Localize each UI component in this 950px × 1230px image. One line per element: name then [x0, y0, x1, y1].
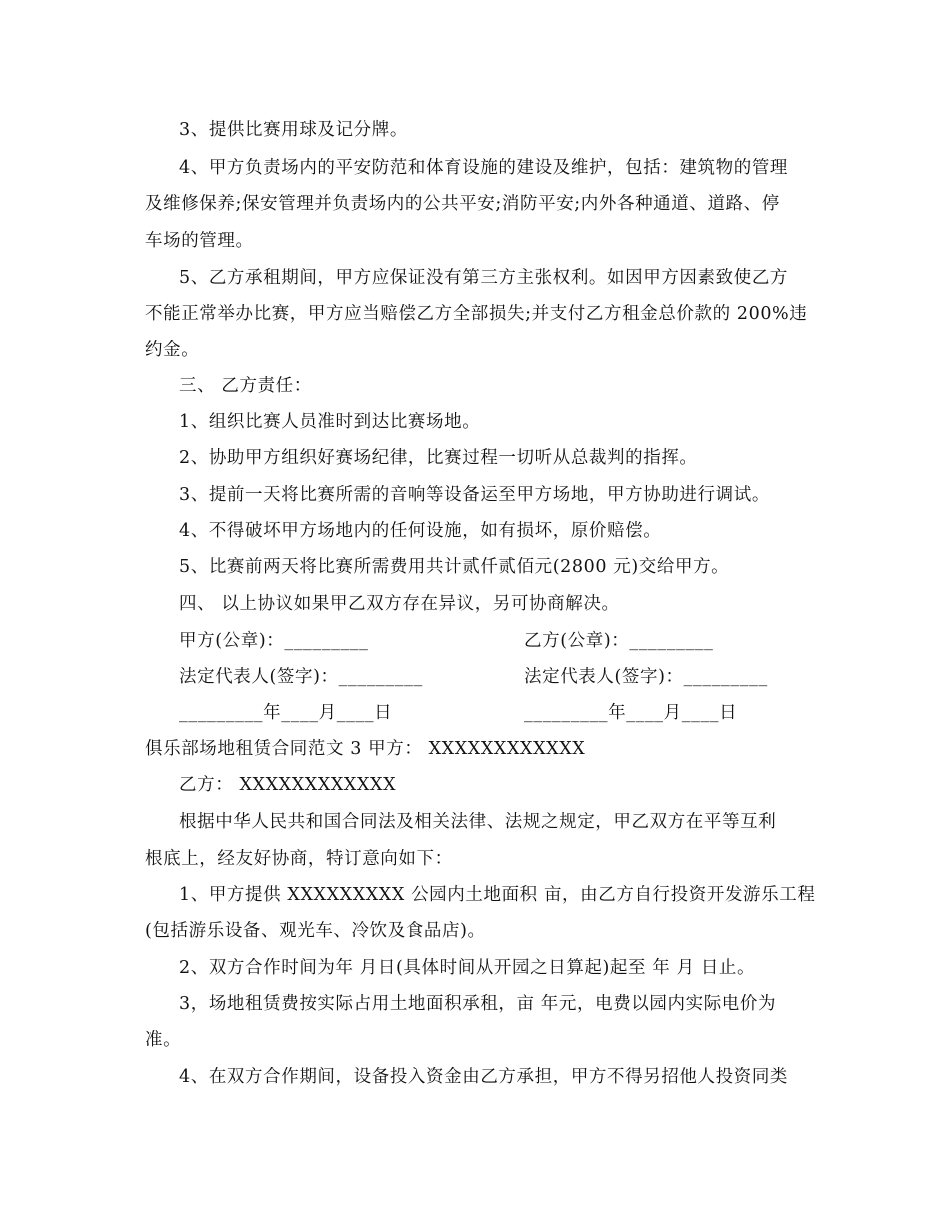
paragraph-line: 5、比赛前两天将比赛所需费用共计贰仟贰佰元(2800 元)交给甲方。 — [179, 557, 730, 577]
contract-title-line: 俱乐部场地租赁合同范文 3 甲方： XXXXXXXXXXXX — [145, 739, 586, 759]
party-a-date: _________年____月____日 — [179, 703, 393, 723]
party-a-seal: 甲方(公章)：_________ — [179, 631, 369, 651]
paragraph-line: (包括游乐设备、观光车、冷饮及食品店)。 — [145, 921, 486, 941]
paragraph-line: 5、乙方承租期间，甲方应保证没有第三方主张权利。如因甲方因素致使乙方 — [179, 268, 789, 288]
party-b-representative: 法定代表人(签字)：_________ — [524, 667, 768, 687]
paragraph-line: 2、双方合作时间为年 月日(具体时间从开园之日算起)起至 年 月 日止。 — [179, 958, 756, 978]
paragraph-line: 4、不得破坏甲方场地内的任何设施，如有损坏，原价赔偿。 — [179, 521, 662, 541]
paragraph-line: 及维修保养;保安管理并负责场内的公共平安;消防平安;内外各种通道、道路、停 — [145, 194, 780, 214]
party-b-line: 乙方： XXXXXXXXXXXX — [179, 775, 397, 795]
paragraph-line: 不能正常举办比赛，甲方应当赔偿乙方全部损失;并支付乙方租金总价款的 200%违 — [145, 304, 808, 324]
paragraph-line: 约金。 — [145, 340, 200, 360]
party-b-seal: 乙方(公章)：_________ — [524, 631, 714, 651]
paragraph-line: 根底上，经友好协商，特订意向如下： — [145, 849, 453, 869]
section-heading: 三、 乙方责任： — [179, 376, 312, 396]
paragraph-line: 1、甲方提供 XXXXXXXXX 公园内土地面积 亩，由乙方自行投资开发游乐工程 — [179, 885, 816, 905]
paragraph-line: 准。 — [145, 1030, 182, 1050]
paragraph-line: 根据中华人民共和国合同法及相关法律、法规之规定，甲乙双方在平等互利 — [179, 812, 777, 832]
paragraph-line: 2、协助甲方组织好赛场纪律，比赛过程一切听从总裁判的指挥。 — [179, 448, 698, 468]
party-b-date: _________年____月____日 — [524, 703, 738, 723]
party-a-representative: 法定代表人(签字)：_________ — [179, 667, 423, 687]
paragraph-line: 3、提供比赛用球及记分牌。 — [179, 120, 408, 140]
paragraph-line: 4、甲方负责场内的平安防范和体育设施的建设及维护，包括：建筑物的管理 — [179, 158, 789, 178]
paragraph-line: 4、在双方合作期间，设备投入资金由乙方承担，甲方不得另招他人投资同类 — [179, 1067, 789, 1087]
paragraph-line: 1、组织比赛人员准时到达比赛场地。 — [179, 412, 481, 432]
section-heading: 四、 以上协议如果甲乙双方存在异议，另可协商解决。 — [179, 594, 620, 614]
paragraph-line: 车场的管理。 — [145, 231, 254, 251]
paragraph-line: 3、提前一天将比赛所需的音响等设备运至甲方场地，甲方协助进行调试。 — [179, 485, 770, 505]
paragraph-line: 3，场地租赁费按实际占用土地面积承租，亩 年元，电费以园内实际电价为 — [179, 994, 777, 1014]
